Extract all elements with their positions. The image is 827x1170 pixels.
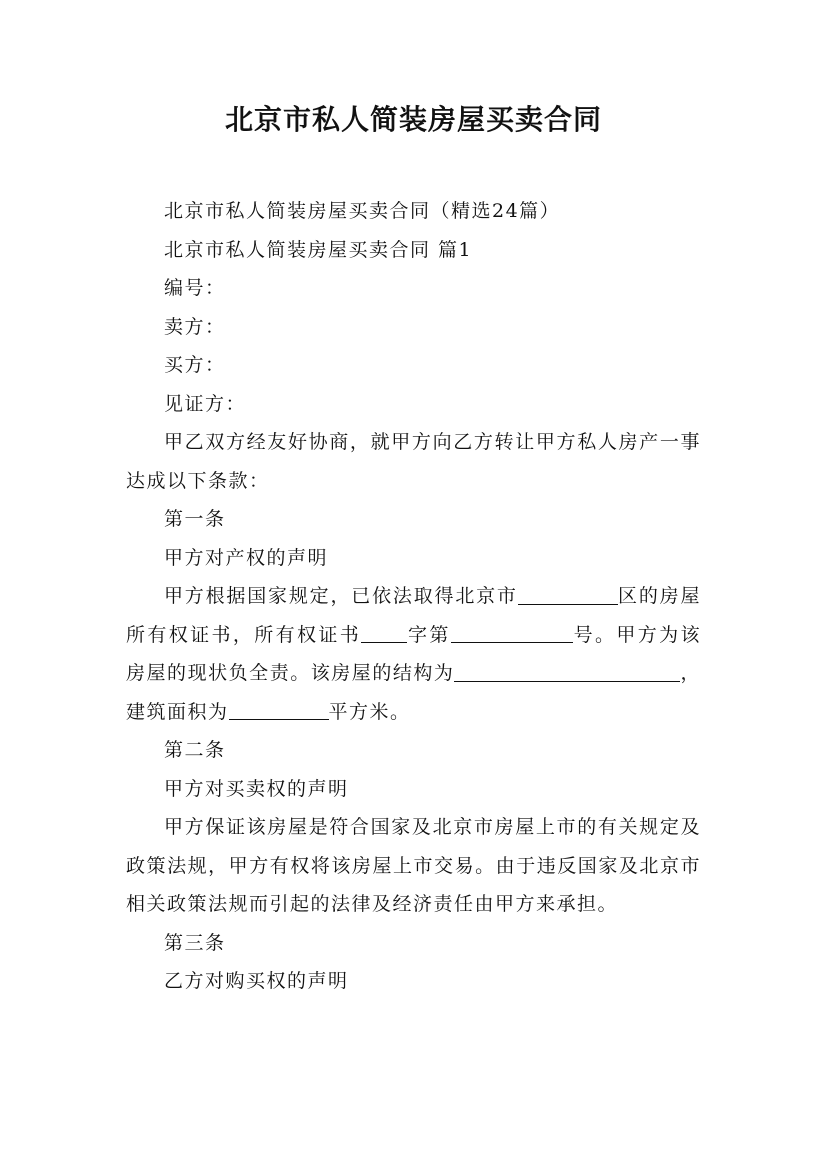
- article-2-subheading: 甲方对买卖权的声明: [164, 777, 349, 800]
- intro-paragraph: 甲乙双方经友好协商，就甲方向乙方转让甲方私人房产一事达成以下条款：: [126, 431, 701, 492]
- area-blank: [229, 700, 329, 720]
- article-1-text-part-5: ，建筑面积为: [126, 662, 701, 723]
- article-1-text-part-2: 区的房屋所有权证书，所有权证书: [126, 585, 701, 646]
- article-1-subheading: 甲方对产权的声明: [164, 546, 329, 569]
- district-blank: [518, 585, 618, 605]
- article-3-subheading: 乙方对购买权的声明: [164, 970, 349, 992]
- witness-field-label: 见证方：: [164, 392, 247, 415]
- certificate-prefix-blank: [361, 623, 407, 643]
- document-title: 北京市私人简装房屋买卖合同: [224, 103, 602, 136]
- article-1-text-part-6: 平方米。: [328, 700, 411, 723]
- article-1-heading: 第一条: [164, 508, 226, 530]
- document-body: [126, 192, 701, 1001]
- section-heading: 北京市私人简装房屋买卖合同 篇1: [164, 238, 473, 261]
- seller-field-label: 卖方：: [164, 315, 226, 338]
- article-1-text-part-1: 甲方根据国家规定，已依法取得北京市: [164, 585, 518, 607]
- document-subtitle: 北京市私人简装房屋买卖合同（精选24篇）: [164, 200, 561, 222]
- certificate-number-blank: [451, 623, 573, 643]
- article-1-text-part-3: 字第: [407, 623, 451, 646]
- buyer-field-label: 买方：: [164, 354, 226, 376]
- structure-blank: [454, 662, 680, 682]
- article-3-heading: 第三条: [164, 931, 226, 954]
- article-1-text-part-4: 号。甲方为该房屋的现状负全责。该房屋的结构为: [126, 623, 701, 684]
- article-2-paragraph: 甲方保证该房屋是符合国家及北京市房屋上市的有关规定及政策法规，甲方有权将该房屋上市交易。由于违反国家及北京市相关政策法规而引起的法律及经济责任由甲方来承担。: [126, 816, 701, 915]
- number-field-label: 编号：: [164, 277, 226, 299]
- article-1-paragraph: [126, 577, 701, 731]
- article-2-heading: 第二条: [164, 739, 226, 761]
